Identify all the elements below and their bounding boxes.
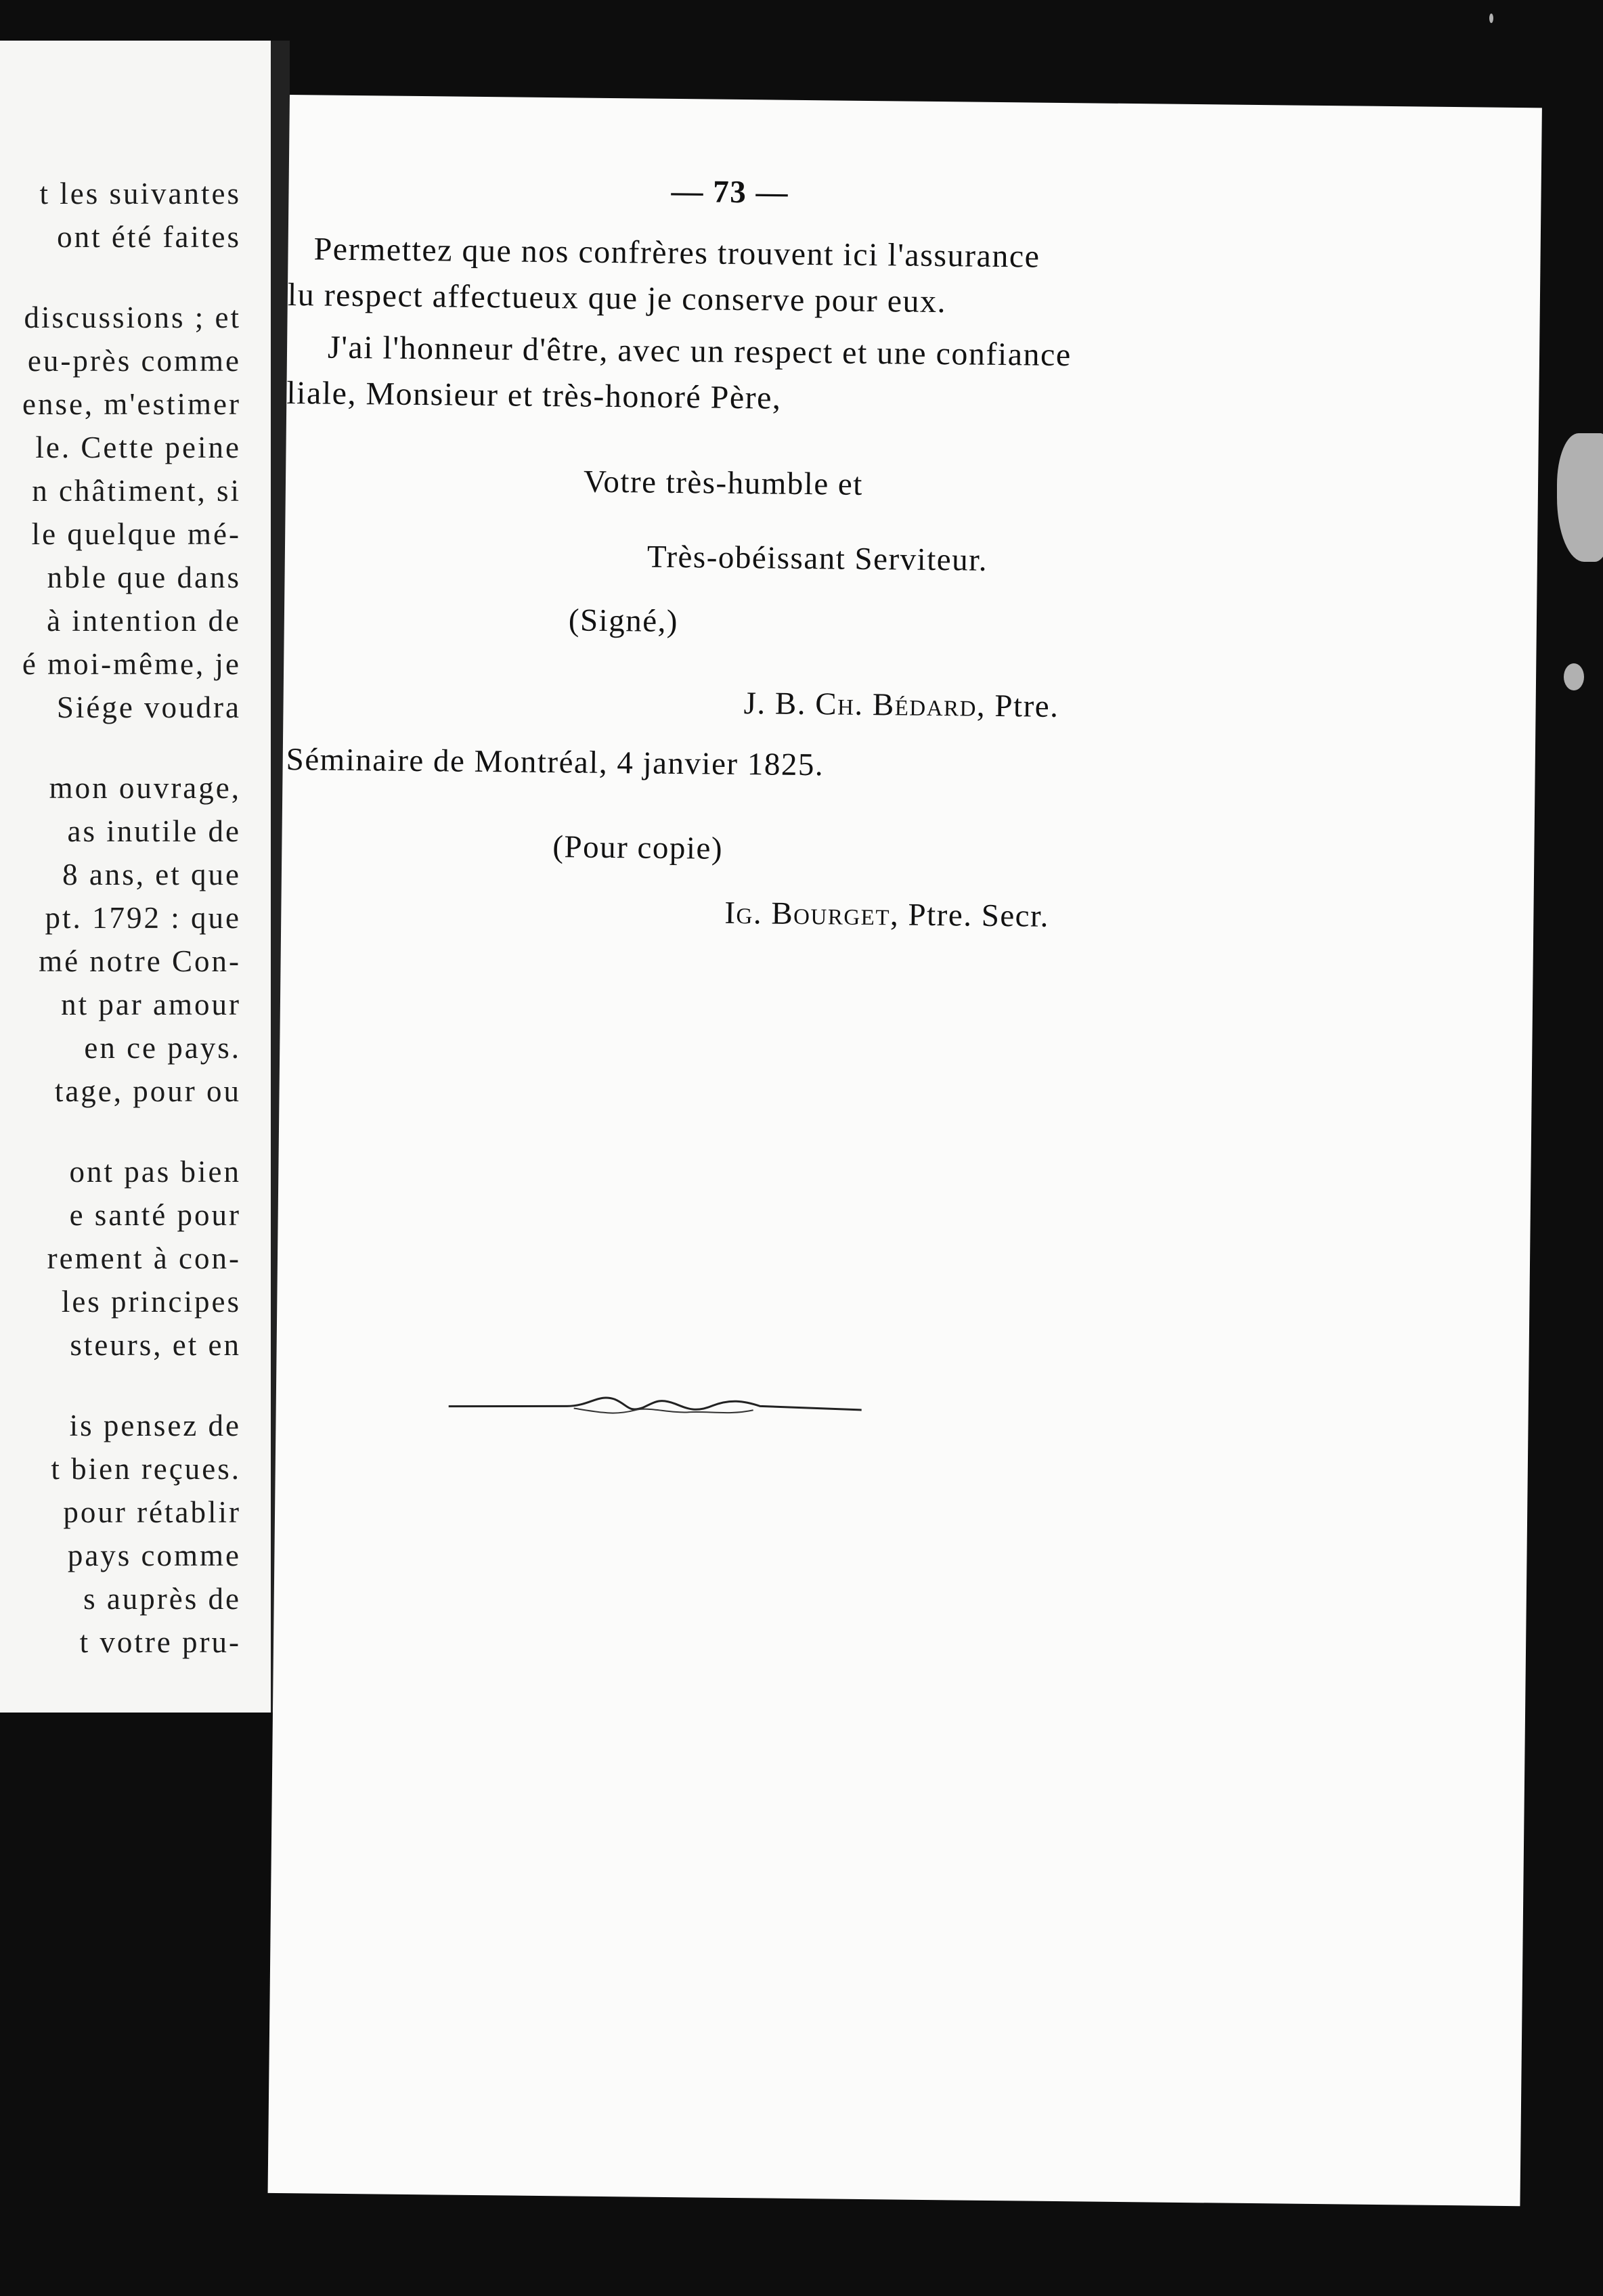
- left-page-line: rement à con-: [47, 1241, 241, 1275]
- closing-line: Votre très-humble et: [583, 464, 864, 502]
- copy-note: (Pour copie): [552, 829, 724, 866]
- scan-speck: [1489, 14, 1493, 23]
- signature-title: Ptre.: [994, 688, 1059, 724]
- paragraph-line: lu respect affectueux que je conserve pour eux.: [287, 276, 947, 320]
- left-page-line: nt par amour: [61, 988, 241, 1021]
- left-page-line: ont pas bien: [69, 1155, 241, 1189]
- paragraph-line: J'ai l'honneur d'être, avec un respect et une confiance: [327, 329, 1072, 374]
- left-page-line: n châtiment, si: [32, 474, 241, 508]
- left-page-line: Siége voudra: [56, 690, 241, 724]
- secretary-name: Ig. Bourget,: [724, 895, 900, 933]
- left-page-line: le. Cette peine: [35, 430, 241, 464]
- paragraph-line: Permettez que nos confrères trouvent ici l'assurance: [313, 231, 1040, 275]
- left-page-line: as inutile de: [67, 814, 241, 848]
- decorative-rule-ornament: [445, 1383, 865, 1428]
- left-page-line: ense, m'estimer: [22, 387, 241, 421]
- left-page-line: pays comme: [67, 1539, 241, 1572]
- left-page-line: steurs, et en: [70, 1328, 241, 1362]
- left-page-line: pour rétablir: [63, 1495, 241, 1529]
- left-page-line: ont été faites: [57, 220, 241, 254]
- closing-line: Très-obéissant Serviteur.: [646, 539, 988, 578]
- left-page-line: pt. 1792 : que: [45, 901, 241, 935]
- left-page-line: les principes: [61, 1285, 241, 1319]
- left-page-line: eu-près comme: [27, 344, 241, 378]
- left-page-line: 8 ans, et que: [62, 858, 241, 891]
- left-page-line: tage, pour ou: [54, 1074, 241, 1108]
- scan-speck: [1557, 433, 1603, 562]
- left-page-line: é moi-même, je: [22, 647, 241, 681]
- secretary-title: Ptre. Secr.: [908, 897, 1050, 934]
- left-page-line: t votre pru-: [79, 1625, 241, 1659]
- scan-speck: [1564, 663, 1584, 690]
- page-number: — 73 —: [671, 173, 789, 211]
- left-page-line: is pensez de: [69, 1409, 241, 1442]
- left-page-line: e santé pour: [69, 1198, 241, 1232]
- left-page-line: mon ouvrage,: [49, 771, 241, 805]
- left-page-line: discussions ; et: [24, 301, 241, 334]
- secretary-signature: [724, 895, 1049, 935]
- left-page-line: nble que dans: [47, 560, 241, 594]
- left-page-line: en ce pays.: [84, 1031, 241, 1065]
- signed-note: (Signé,): [568, 602, 679, 640]
- left-page-line: t bien reçues.: [51, 1452, 241, 1486]
- left-page-line: à intention de: [47, 604, 241, 638]
- left-page-line: le quelque mé-: [31, 517, 241, 551]
- left-page-line: s auprès de: [83, 1582, 241, 1616]
- right-page: [268, 95, 1542, 2206]
- paragraph-line: liale, Monsieur et très-honoré Père,: [286, 374, 782, 416]
- place-date: Séminaire de Montréal, 4 janvier 1825.: [286, 742, 825, 783]
- left-page-line: t les suivantes: [39, 177, 241, 211]
- signature: [743, 685, 1059, 725]
- signature-name: J. B. Ch. Bédard,: [743, 686, 986, 724]
- left-page-line: mé notre Con-: [39, 944, 241, 978]
- left-page: [0, 41, 271, 1713]
